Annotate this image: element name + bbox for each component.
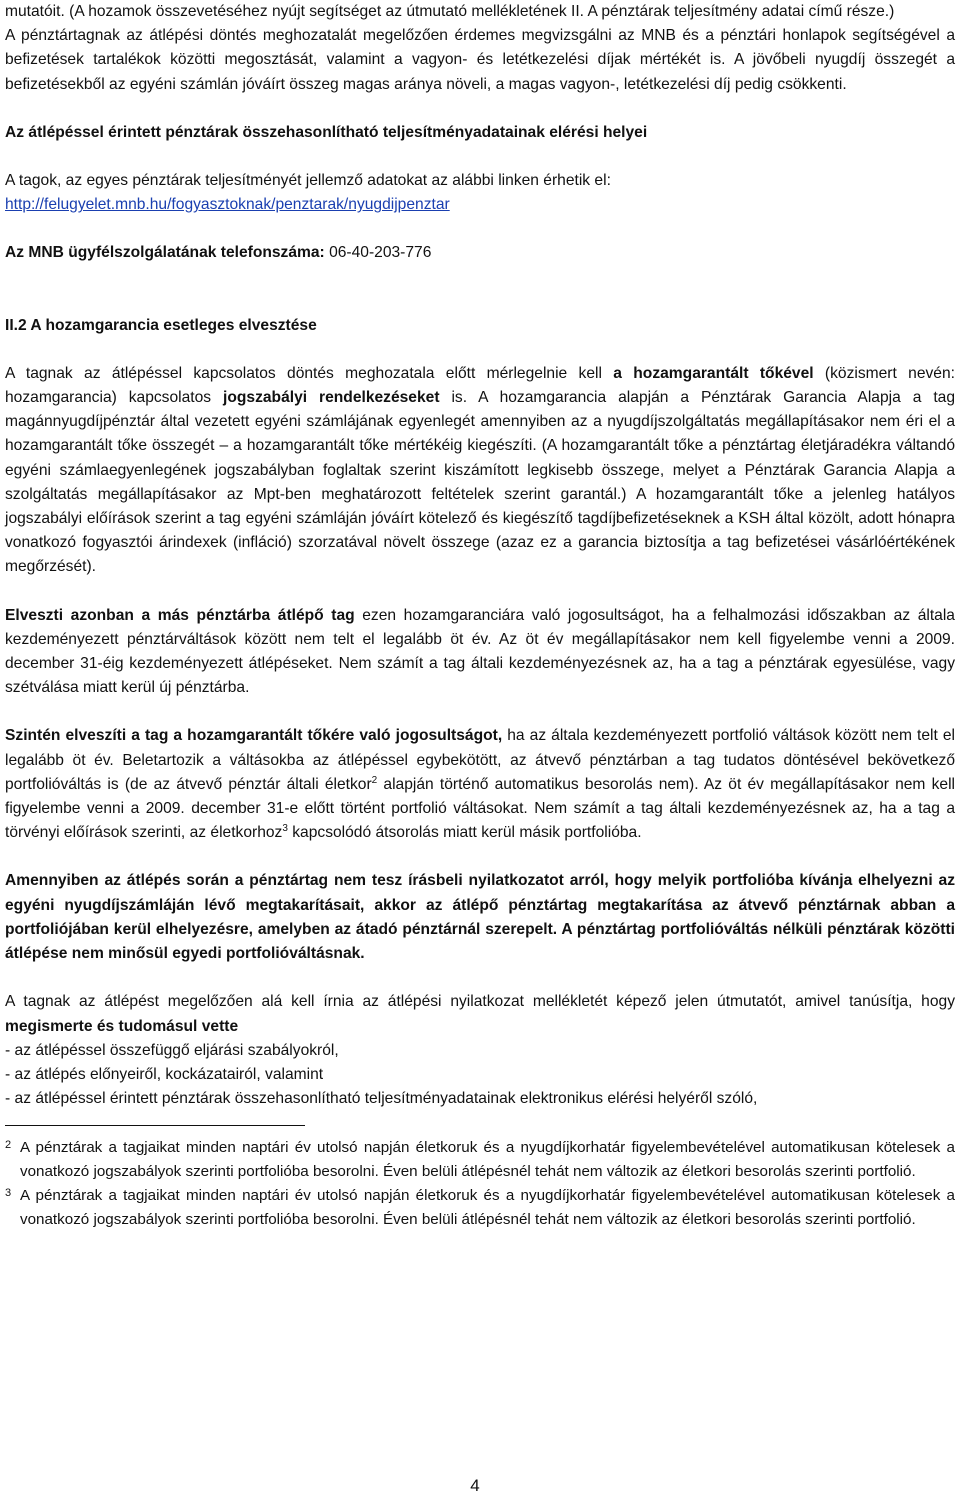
performance-heading: Az átlépéssel érintett pénztárak összehasonlítható teljesítményadatainak elérési helyei [5,123,648,141]
page-number: 4 [470,1476,480,1495]
section-title-text: A hozamgarancia esetleges elvesztése [26,316,317,334]
footnote-3: 3 A pénztárak a tagjaikat minden naptári év utolsó napján életkoruk és a nyugdíjkorhatár figyelembevételével automatikusan kötelesek a vonatkozó jogszabályok szerinti portfolióba besorolni. Éven belüli átlépésnél tehát nem változik az életkori besorolás szerinti portfolió. [5,1187,955,1229]
section-number: II.2 [5,316,27,334]
footnote-ref-3: 3 [282,823,288,835]
list-item: - az átlépéssel érintett pénztárak összehasonlítható teljesítményadatainak elektronikus elérési helyéről szóló, [5,1090,758,1108]
footnote-2: 2 A pénztárak a tagjaikat minden naptári év utolsó napján életkoruk és a nyugdíjkorhatár figyelembevételével automatikusan kötelesek a vonatkozó jogszabályok szerinti portfolióba besorolni. Éven belüli átlépésnél tehát nem változik az életkori besorolás szerinti portfolió. [5,1139,955,1181]
intro-paragraph: A pénztártagnak az átlépési döntés meghozatalát megelőzően érdemes megvizsgálni az MNB és a pénztári honlapok segítségével a befizetések tartalékok közötti megosztását, valamint a vagyon- és letétkezelési díjak mértékét is. A jövőbeli nyugdíj összegét a befizetésekből az egyéni számlán jóváírt összeg magas aránya növeli, a magas vagyon-, letétkezelési díj pedig csökkenti. [5,27,955,93]
footnote-divider [5,1125,305,1126]
phone-line [5,241,955,265]
footnote-ref-2: 2 [371,774,378,786]
paragraph-portfolio-switch: Szintén elveszíti a tag a hozamgarantált tőkére való jogosultságot, ha az általa kezdeményezett portfolió váltások között nem telt el legalább öt év. Beletartozik a váltásokba az átlépéssel egybekötött, az átvevő pénztárban a tag tudatos döntésével bekövetkező portfolióváltás is (de az átvevő pénztár általi életkor$^2$ alapján történő automatikus besorolás nem). Az öt év megállapításakor nem kell figyelembe venni a 2009. december 31-e előtt történt portfolió váltásokat. Nem számít a tag általi kezdeményezésnek az, ha a tag a törvényi előírások szerinti, az életkorhoz$^3$ kapcsolódó átsorolás miatt kerül másik portfolióba. [5,727,956,842]
document-page [5,0,955,1232]
performance-text: A tagok, az egyes pénztárak teljesítményét jellemző adatokat az alábbi linken érhetik el: [5,172,611,190]
phone-label: Az MNB ügyfélszolgálatának telefonszáma: [5,244,325,262]
paragraph-guarantee: A tagnak az átlépéssel kapcsolatos döntés meghozatala előtt mérlegelnie kell a hozamgarantált tőkével (közismert nevén: hozamgarancia) kapcsolatos jogszabályi rendelkezéseket is. A hozamgarancia alapján a Pénztárak Garancia Alapja a tag magánnyugdíjpénztár által vezetett egyéni számlájának egyenlegét amennyiben az a nyugdíjszolgáltatás megállapításakor nem éri el a hozamgarantált tőke összegét – a hozamgarantált tőke mértékéig kiegészíti. (A hozamgarantált tőke a pénztártag életjáradékra váltandó egyéni számlaegyenlegének jogszabályban foglaltak szerint kiszámított legkisebb összege, melyet a Pénztárak Garancia Alapja a szolgáltatás megállapításakor az Mpt-ben meghatározott feltételek szerint garantál.) A hozamgarantált tőke a jelenleg hatályos jogszabályi előírások szerint a tag egyéni számláján jóváírt kötelező és kiegészítő tagdíjbefizetéseknek a KSH által közölt, adott hónapra vonatkozó fogyasztói árindexek (infláció) szorzatával növelt összege (azaz ez a garancia biztosítja a tag befizetései vásárlóértékének megőrzését). [5,364,955,576]
paragraph-lose-guarantee: Elveszti azonban a más pénztárba átlépő tag ezen hozamgaranciára való jogosultságot, ha a felhalmozási időszakban az általa kezdeményezett pénztárváltások között nem telt el legalább öt év. Az öt év megállapításakor nem kell figyelembe venni a 2009. december 31-éig kezdeményezett átlépéseket. Nem számít a tag általi kezdeményezésnek az, ha a tag a pénztárak egyesülése, vagy szétválása miatt kerül új pénztárba. [5,606,955,697]
list-item: - az átlépéssel összefüggő eljárási szabályokról, [5,1041,339,1059]
paragraph-portfolio-declaration: Amennyiben az átlépés során a pénztártag nem tesz írásbeli nyilatkozatot arról, hogy melyik portfolióba kívánja elhelyezni az egyéni nyugdíjszámláján lévő megtakarításait, akkor az átlépő pénztártag megtakarítása az átvevő pénztárnak abban a portfoliójában kerül elhelyezésre, amelyben az átadó pénztárnál szerepelt. A pénztártag portfolióváltás nélküli pénztárak közötti átlépése nem minősül egyedi portfolióváltásnak. [5,872,955,963]
intro-line: mutatóit. (A hozamok összevetéséhez nyújt segítséget az útmutató mellékletének II. A pénztárak teljesítmény adatai című része.) [5,3,895,20]
list-item: - az átlépés előnyeiről, kockázatairól, valamint [5,1065,324,1083]
paragraph-acknowledgement: A tagnak az átlépést megelőzően alá kell írnia az átlépési nyilatkozat mellékletét képező jelen útmutatót, amivel tanúsítja, hogy megismerte és tudomásul vette [5,993,955,1035]
section-title [5,314,955,338]
phone-number: 06-40-203-776 [324,244,432,262]
mnb-link[interactable]: http://felugyelet.mnb.hu/fogyasztoknak/penztarak/nyugdijpenztar [5,196,450,214]
